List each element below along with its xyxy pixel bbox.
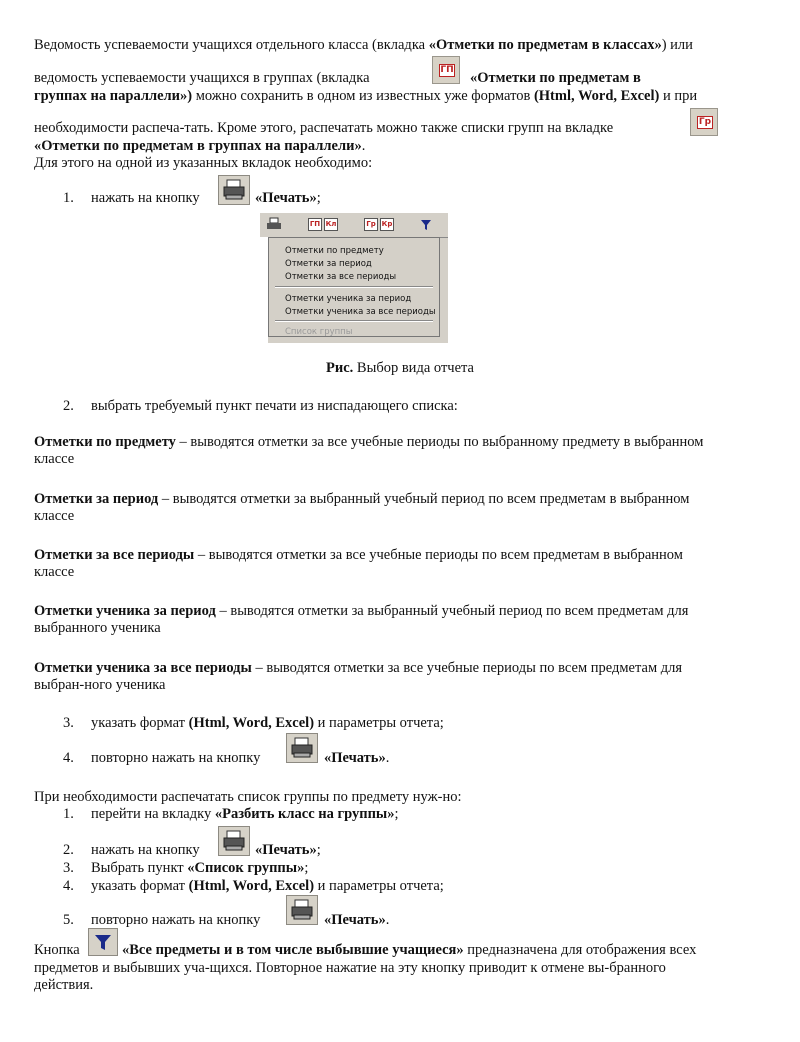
figure-caption <box>0 360 800 377</box>
intro-line-6 <box>34 155 774 172</box>
definition-4 <box>34 603 794 637</box>
menu-item[interactable]: Отметки ученика за период <box>285 294 412 304</box>
list-number: 1. <box>63 806 74 822</box>
text: Ведомость успеваемости учащихся отдельного класса (вкладка <box>34 37 429 53</box>
menu-item[interactable]: Отметки за период <box>285 259 372 269</box>
list-number: 4. <box>63 750 74 766</box>
step-1 <box>63 190 200 207</box>
text: ; <box>316 842 321 858</box>
last-line-2 <box>34 960 774 977</box>
text: Выбрать пункт <box>91 860 188 876</box>
toolbar-icon-kr: Кр <box>380 218 394 231</box>
text: ; <box>316 190 321 206</box>
intro-line-2-bold <box>470 70 770 87</box>
bold-text: «Печать» <box>324 912 386 928</box>
bold-text: «Все предметы и в том числе выбывшие учащиеся» <box>122 942 464 958</box>
bold-text: (Html, Word, Excel) <box>533 88 660 104</box>
text: Кнопка <box>34 942 80 958</box>
text: нажать на кнопку <box>91 190 200 206</box>
step-4 <box>63 750 261 767</box>
list-number: 2. <box>63 398 74 414</box>
printer-icon <box>286 895 318 925</box>
text: указать формат <box>91 878 189 894</box>
description: – выводятся отметки за выбранный учебный период по всем предметам для <box>215 603 689 619</box>
term: Отметки по предмету <box>34 434 176 450</box>
text: ; <box>304 860 309 876</box>
filter-icon <box>88 928 118 956</box>
group-step-4-text <box>91 878 444 895</box>
text: Для этого на одной из указанных вкладок необходимо: <box>34 155 373 171</box>
printer-icon <box>266 217 282 232</box>
description: – выводятся отметки за выбранный учебный период по всем предметам в выбранном <box>158 491 690 507</box>
text: . <box>385 750 390 766</box>
description: классе <box>34 564 75 580</box>
text: необходимости распеча-тать. Кроме этого, распечатать можно также списки групп на вкладке <box>34 120 614 136</box>
step-1-tail <box>255 190 321 207</box>
bold-text: «Отметки по предметам в группах на параллели» <box>34 138 362 154</box>
term: Отметки ученика за все периоды <box>34 660 252 676</box>
text: повторно нажать на кнопку <box>91 912 261 928</box>
group-step-4 <box>63 878 444 895</box>
step-4-tail <box>324 750 389 767</box>
bold-text: (Html, Word, Excel) <box>188 715 315 731</box>
printer-icon <box>286 733 318 763</box>
dropdown-menu <box>268 237 440 337</box>
description: классе <box>34 508 75 524</box>
step-3 <box>63 715 444 732</box>
definition-1 <box>34 434 774 468</box>
text: повторно нажать на кнопку <box>91 750 261 766</box>
printer-icon <box>218 826 250 856</box>
bold-text: «Разбить класс на группы» <box>214 806 395 822</box>
group-step-1-text <box>91 806 399 823</box>
bold-text: «Печать» <box>255 190 317 206</box>
caption-text: Выбор вида отчета <box>353 360 474 376</box>
text: выбрать требуемый пункт печати из ниспадающего списка: <box>91 398 458 414</box>
definition-2 <box>34 491 774 525</box>
toolbar-icon-kl: Кл <box>324 218 338 231</box>
list-number: 4. <box>63 878 74 894</box>
text: ) или <box>661 37 693 53</box>
step-3-text <box>91 715 444 732</box>
description: выбран-ного ученика <box>34 677 166 693</box>
list-number: 1. <box>63 190 74 206</box>
group-step-3 <box>63 860 309 877</box>
menu-item[interactable]: Отметки ученика за все периоды <box>285 307 436 317</box>
bold-text: «Отметки по предметам в классах» <box>428 37 662 53</box>
group-step-5-tail <box>324 912 389 929</box>
list-number: 3. <box>63 860 74 876</box>
description: – выводятся отметки за все учебные периоды по всем предметам в выбранном <box>194 547 683 563</box>
definition-5 <box>34 660 774 694</box>
menu-separator <box>275 320 433 322</box>
intro-line-5 <box>34 138 774 155</box>
text: предметов и выбывших уча-щихся. Повторное нажатие на эту кнопку приводит к отмене вы-бранного <box>34 960 666 976</box>
intro-line-4 <box>34 120 774 137</box>
step-2 <box>63 398 458 415</box>
text: нажать на кнопку <box>91 842 200 858</box>
text: ; <box>394 806 399 822</box>
list-number: 3. <box>63 715 74 731</box>
text: предназначена для отображения всех <box>463 942 697 958</box>
toolbar <box>260 213 448 238</box>
text: . <box>385 912 390 928</box>
bold-text: «Отметки по предметам в <box>470 70 641 86</box>
term: Отметки за все периоды <box>34 547 195 563</box>
intro-line-3 <box>34 88 774 105</box>
definition-3 <box>34 547 774 581</box>
description: – выводятся отметки за все учебные периоды по всем предметам для <box>251 660 683 676</box>
group-step-5 <box>63 912 261 929</box>
menu-item[interactable]: Отметки за все периоды <box>285 272 397 282</box>
text: и параметры отчета; <box>314 715 444 731</box>
text: и параметры отчета; <box>314 878 444 894</box>
text: . <box>361 138 366 154</box>
text: действия. <box>34 977 94 993</box>
bold-text: группах на параллели») <box>34 88 193 104</box>
text: При необходимости распечатать список группы по предмету нуж-но: <box>34 789 462 805</box>
intro-line-1 <box>34 37 774 54</box>
text: ведомость успеваемости учащихся в группах (вкладка <box>34 70 370 86</box>
group-step-3-text <box>91 860 308 877</box>
toolbar-icon-gp: ГП <box>308 218 322 231</box>
bold-text: (Html, Word, Excel) <box>188 878 315 894</box>
term: Отметки за период <box>34 491 159 507</box>
bold-text: «Список группы» <box>187 860 305 876</box>
list-number: 2. <box>63 842 74 858</box>
menu-separator <box>275 286 433 288</box>
group-step-2 <box>63 842 200 859</box>
text: можно сохранить в одном из известных уже форматов <box>192 88 534 104</box>
text: указать формат <box>91 715 189 731</box>
caption-label: Рис. <box>326 360 354 376</box>
text: перейти на вкладку <box>91 806 215 822</box>
report-type-menu-figure <box>260 213 448 343</box>
group-intro <box>34 789 774 806</box>
description: выбранного ученика <box>34 620 161 636</box>
groups-tab-icon <box>690 108 718 136</box>
icon-label: ГП <box>440 65 454 75</box>
group-step-1 <box>63 806 399 823</box>
menu-item-disabled: Список группы <box>285 327 353 337</box>
toolbar-icon-gr: Гр <box>364 218 378 231</box>
bold-text: «Печать» <box>324 750 386 766</box>
description: классе <box>34 451 75 467</box>
printer-icon <box>218 175 250 205</box>
bold-text: «Печать» <box>255 842 317 858</box>
groups-parallel-tab-icon <box>432 56 460 84</box>
menu-item[interactable]: Отметки по предмету <box>285 246 384 256</box>
list-number: 5. <box>63 912 74 928</box>
term: Отметки ученика за период <box>34 603 216 619</box>
text: и при <box>659 88 698 104</box>
description: – выводятся отметки за все учебные периоды по выбранному предмету в выбранном <box>175 434 704 450</box>
grid-edge <box>260 237 268 343</box>
last-line-3 <box>34 977 774 994</box>
icon-label: Гр <box>698 117 712 127</box>
last-line-1-tail <box>122 942 696 959</box>
filter-icon <box>420 219 432 231</box>
group-step-2-tail <box>255 842 321 859</box>
